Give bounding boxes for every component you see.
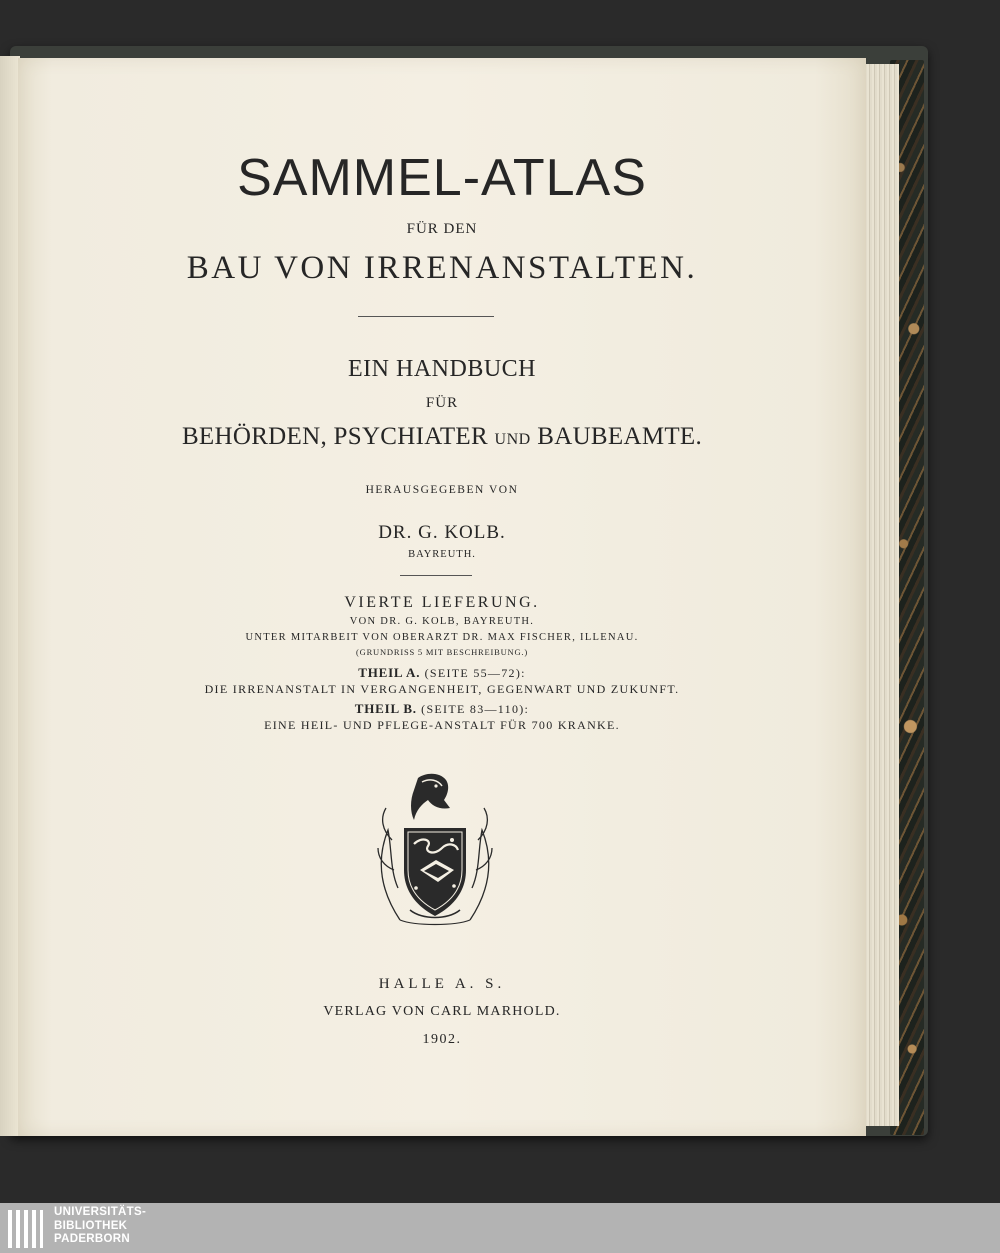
fuer-text: FÜR	[425, 395, 459, 411]
theil-b-line	[18, 700, 866, 718]
book-title: SAMMEL-ATLAS	[237, 149, 647, 207]
logo-line-2: BIBLIOTHEK	[54, 1219, 128, 1232]
divider-rule	[358, 316, 494, 317]
theil-b-pages: (SEITE 83—110):	[416, 702, 530, 716]
audience-line	[18, 423, 866, 451]
theil-b-description: EINE HEIL- UND PFLEGE-ANSTALT FÜR 700 KRANKE.	[264, 718, 620, 732]
publication-place: HALLE A. S.	[378, 976, 506, 992]
logo-line-3: PADERBORN	[54, 1233, 130, 1245]
editor-name	[18, 522, 866, 544]
handbuch-text: EIN HANDBUCH	[348, 356, 536, 382]
theil-a-line	[18, 664, 866, 682]
grundriss-line: (GRUNDRISS 5 MIT BESCHREIBUNG.)	[356, 647, 528, 657]
fuer-den-text: FÜR DEN	[406, 221, 478, 237]
audience-und: UND	[494, 431, 531, 448]
logo-line-1: UNIVERSITÄTS-	[54, 1206, 147, 1218]
mitarbeit-line: UNTER MITARBEIT VON OBERARZT DR. MAX FISCHER, ILLENAU.	[245, 632, 639, 643]
title-page	[18, 58, 866, 1136]
left-page-edge	[0, 56, 20, 1136]
publisher-name: VERLAG VON CARL MARHOLD.	[323, 1004, 561, 1019]
library-footer-bar	[0, 1203, 1000, 1253]
editor-place: BAYREUTH.	[408, 549, 476, 560]
editor-rest: . G. KOLB.	[406, 522, 506, 543]
theil-a-description: DIE IRRENANSTALT IN VERGANGENHEIT, GEGENWART UND ZUKUNFT.	[204, 682, 680, 696]
theil-b-label: THEIL B.	[354, 701, 417, 716]
audience-part2: BAUBEAMTE.	[530, 423, 703, 450]
book-subtitle: BAU VON IRRENANSTALTEN.	[186, 250, 698, 286]
library-logo-text	[54, 1206, 146, 1247]
publication-year: 1902.	[422, 1032, 462, 1047]
university-library-bars-icon	[6, 1208, 46, 1250]
divider-rule-small	[400, 575, 472, 576]
audience-part1: BEHÖRDEN, PSYCHIATER	[181, 423, 495, 450]
theil-a-label: THEIL A.	[358, 665, 421, 680]
lieferung-text: VIERTE LIEFERUNG.	[344, 594, 540, 611]
theil-a-pages: (SEITE 55—72):	[420, 666, 526, 680]
von-line: VON DR. G. KOLB, BAYREUTH.	[349, 616, 535, 627]
editor-dr: DR	[378, 522, 407, 543]
publisher-emblem-icon	[370, 770, 500, 928]
herausgegeben-text: HERAUSGEGEBEN VON	[365, 484, 519, 496]
